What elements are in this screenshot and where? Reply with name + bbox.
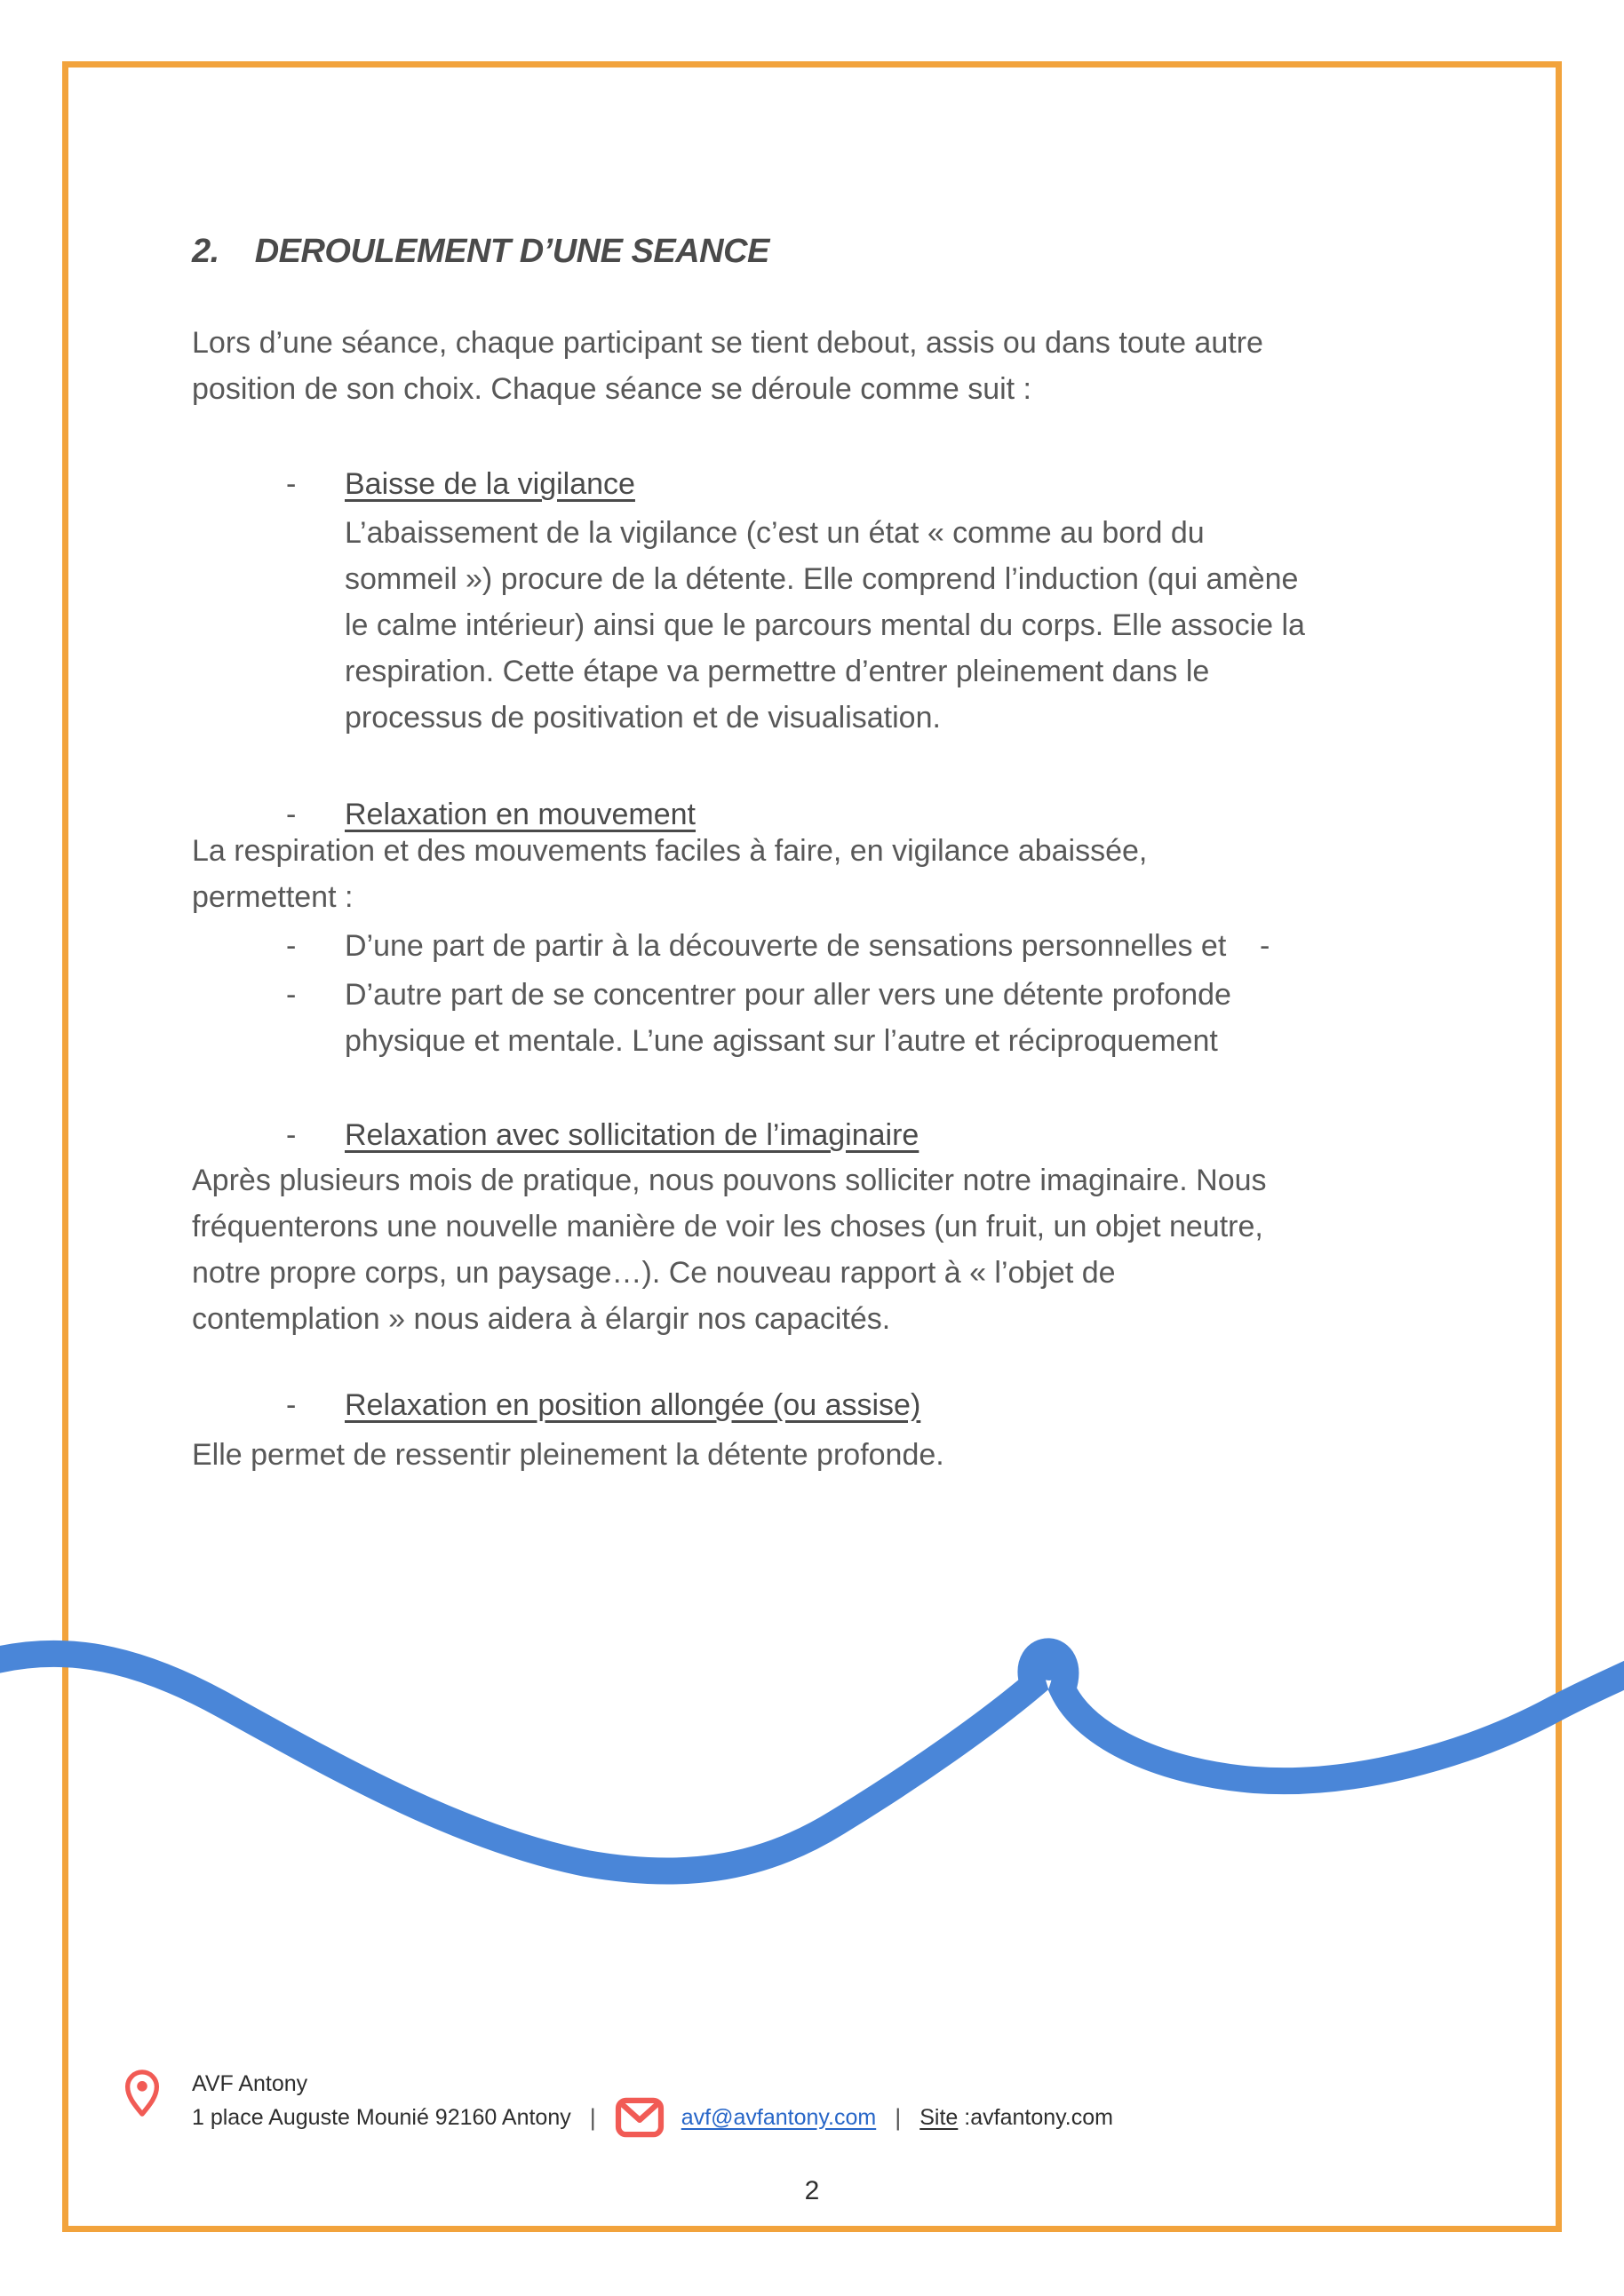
text-line: physique et mentale. L’une agissant sur l’autre et réciproquement (345, 1024, 1218, 1058)
text-line: fréquenterons une nouvelle manière de voir les choses (un fruit, un objet neutre, (192, 1210, 1263, 1243)
footer-org-name: AVF Antony (192, 2071, 308, 2096)
bullet-dash: - (286, 1118, 297, 1152)
sub-bullet-text: D’une part de partir à la découverte de sensations personnelles et - (345, 929, 1270, 963)
footer-site (919, 2105, 1113, 2131)
text-line: notre propre corps, un paysage…). Ce nouveau rapport à « l’objet de (192, 1256, 1116, 1290)
bullet-dash: - (286, 929, 297, 963)
bullet-dash: - (286, 978, 297, 1012)
envelope-icon (615, 2097, 665, 2138)
heading-title: DEROULEMENT D’UNE SEANCE (254, 233, 769, 270)
section-heading (192, 233, 769, 271)
section-title: Baisse de la vigilance (345, 467, 635, 501)
sub-bullet-autre-part (286, 972, 1423, 1064)
sub-bullet-une-part (286, 926, 1423, 966)
location-pin-icon (123, 2070, 162, 2117)
heading-number: 2. (192, 233, 219, 270)
bullet-baisse-vigilance (286, 464, 635, 504)
text-line: respiration. Cette étape va permettre d’entrer pleinement dans le (345, 655, 1210, 688)
text-line: D’autre part de se concentrer pour aller vers une détente profonde (345, 978, 1231, 1012)
text-line: sommeil ») procure de la détente. Elle comprend l’induction (qui amène (345, 562, 1299, 596)
section-title: Relaxation en position allongée (ou assise) (345, 1388, 921, 1422)
text-line: L’abaissement de la vigilance (c’est un état « comme au bord du (345, 516, 1205, 550)
footer-site-label: Site (919, 2104, 959, 2130)
sub-bullet-text (345, 972, 1231, 1064)
footer-separator: | (589, 2103, 596, 2131)
bullet-dash: - (286, 467, 297, 501)
bullet-dash: - (286, 1388, 297, 1422)
footer-site-url: :avfantony.com (958, 2104, 1113, 2130)
text-line: La respiration et des mouvements faciles à faire, en vigilance abaissée, (192, 834, 1148, 868)
bullet-relaxation-imaginaire (286, 1115, 919, 1156)
footer-contact-row (192, 2093, 1113, 2142)
section-lead-relaxation-allongee (192, 1432, 1409, 1478)
bullet-dash: - (286, 798, 297, 831)
email-link[interactable]: avf@avfantony.com (681, 2104, 877, 2130)
text-line: Elle permet de ressentir pleinement la détente profonde. (192, 1438, 944, 1472)
footer-address: 1 place Auguste Mounié 92160 Antony (192, 2104, 571, 2130)
text-line: le calme intérieur) ainsi que le parcours mental du corps. Elle associe la (345, 608, 1305, 642)
intro-paragraph (192, 320, 1400, 412)
section-lead-relaxation-mouvement (192, 828, 1400, 920)
section-title: Relaxation en mouvement (345, 798, 697, 831)
section-title: Relaxation avec sollicitation de l’imaginaire (345, 1118, 919, 1152)
page-number: 2 (804, 2176, 820, 2205)
text-line: Lors d’une séance, chaque participant se tient debout, assis ou dans toute autre (192, 326, 1263, 360)
text-line: position de son choix. Chaque séance se déroule comme suit : (192, 372, 1031, 406)
text-line: processus de positivation et de visualisation. (345, 701, 941, 735)
text-line: permettent : (192, 880, 354, 914)
text-line: contemplation » nous aidera à élargir nos capacités. (192, 1302, 891, 1336)
section-body-baisse-vigilance (345, 510, 1406, 741)
footer-separator: | (895, 2103, 902, 2131)
bullet-relaxation-allongee (286, 1385, 920, 1426)
text-line: Après plusieurs mois de pratique, nous pouvons solliciter notre imaginaire. Nous (192, 1164, 1267, 1197)
section-lead-relaxation-imaginaire (192, 1157, 1409, 1342)
